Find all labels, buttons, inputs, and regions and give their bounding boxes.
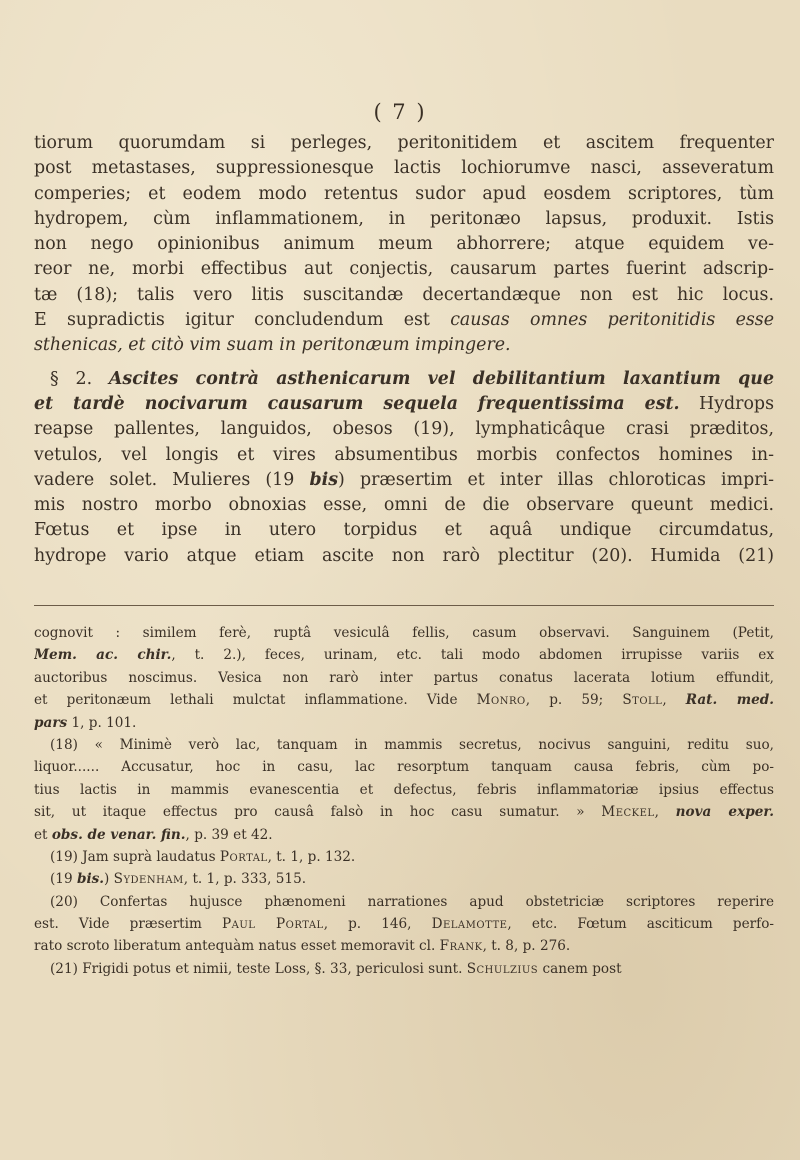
text-run: (21) Frigidi potus et nimii, teste Loss, §. 33, periculosi sunt.	[50, 960, 467, 977]
author-name: Meckel	[601, 804, 655, 821]
text-line: tæ (18); talis vero litis suscitandæ decertandæque non est hic locus.	[34, 284, 774, 305]
main-text	[34, 131, 774, 569]
citation: obs. de venar. fin.	[51, 826, 186, 843]
text-line: hydrope vario atque etiam ascite non rarò plectitur (20). Humida (21)	[34, 545, 774, 566]
text-line: comperies; et eodem modo retentus sudor apud eosdem scriptores, tùm	[34, 183, 774, 204]
text-run: Hydrops	[679, 393, 774, 414]
text-run: canem post	[538, 960, 622, 977]
text-run: , t. 1, p. 132.	[267, 848, 356, 865]
footnotes	[34, 622, 774, 980]
text-run: (19) Jam suprà laudatus	[50, 848, 220, 865]
text-line: mis nostro morbo obnoxias esse, omni de die observare queunt medici.	[34, 495, 774, 516]
text-run: , t. 2.), feces, urinam, etc. tali modo abdomen irrupisse variis ex	[171, 647, 774, 664]
footnote-line	[34, 801, 774, 823]
text-run: vadere solet. Mulieres (19	[34, 469, 310, 490]
text-run: , etc. Fœtum asciticum perfo-	[507, 916, 774, 933]
footnote-line: tius lactis in mammis evanescentia et defectus, febris inflammatoriæ ipsius effectus	[34, 781, 774, 798]
text-line: reor ne, morbi effectibus aut conjectis, causarum partes fuerint adscrip-	[34, 259, 774, 280]
text-run: ) præsertim et inter illas chloroticas impri-	[338, 469, 774, 490]
text-line: non nego opinionibus animum meum abhorrere; atque equidem ve-	[34, 234, 774, 255]
footnote-line	[34, 913, 774, 935]
citation: Mem. ac. chir.	[34, 647, 172, 664]
text-line: hydropem, cùm inflammationem, in peritonæo lapsus, produxit. Istis	[34, 208, 774, 229]
author-name: Portal	[219, 848, 268, 865]
text-line: post metastases, suppressionesque lactis lochiorumve nasci, asseveratum	[34, 158, 774, 179]
text-run: est. Vide præsertim	[34, 916, 222, 933]
footnote-line: (18) « Minimè verò lac, tanquam in mammis secretus, nocivus sanguini, reditu suo,	[50, 736, 774, 753]
text-run: , p. 39 et 42.	[185, 826, 273, 843]
section-mark: § 2.	[50, 368, 109, 389]
text-run: )	[104, 871, 114, 888]
text-run: rato scroto liberatum antequàm natus esset memoravit cl.	[34, 938, 440, 955]
author-name: Delamotte	[431, 916, 508, 933]
text-line	[34, 468, 774, 493]
text-run: E supradictis igitur concludendum est	[34, 310, 451, 331]
footnote-line	[34, 644, 774, 666]
text-run: ,	[654, 804, 676, 821]
text-run: , p. 146,	[323, 916, 432, 933]
text-line: reapse pallentes, languidos, obesos (19), lymphaticâque crasi præditos,	[34, 419, 774, 440]
footnote-divider	[34, 605, 774, 606]
text-run: , t. 8, p. 276.	[482, 938, 571, 955]
footnote-line	[34, 868, 774, 890]
text-run: , p. 59;	[525, 692, 623, 709]
emphasis: bis	[309, 469, 339, 490]
citation: nova exper.	[675, 804, 774, 821]
text-line: sthenicas, et citò vim suam in peritonæum impingere.	[34, 335, 511, 356]
emphasis: causas omnes peritonitidis esse	[450, 310, 774, 331]
text-run: (19	[50, 871, 77, 888]
author-name: Monro	[476, 692, 526, 709]
citation: pars	[34, 714, 68, 731]
author-name: Paul Portal	[221, 916, 324, 933]
footnote-line	[34, 824, 774, 846]
text-run: et peritonæum lethali mulctat inflammatione. Vide	[34, 692, 477, 709]
citation: Rat. med.	[685, 692, 774, 709]
text-line: vetulos, vel longis et vires absumentibus morbis confectos homines in-	[34, 444, 774, 465]
footnote-line	[34, 712, 774, 734]
text-line: Fœtus et ipse in utero torpidus et aquâ undique circumdatus,	[34, 520, 774, 541]
footnote-line	[34, 689, 774, 711]
text-run: , t. 1, p. 333, 515.	[183, 871, 307, 888]
footnote-line: liquor...... Accusatur, hoc in casu, lac resorptum tanquam causa febris, cùm po-	[34, 759, 774, 776]
author-name: Frank	[439, 938, 483, 955]
footnote-line: auctoribus noscimus. Vesica non rarò inter partus conatus lacerata lotium effundit,	[34, 669, 774, 686]
section-heading	[34, 367, 774, 392]
text-run: sit, ut itaque effectus pro causâ falsò in hoc casu sumatur. »	[34, 804, 602, 821]
section-title: Ascites contrà asthenicarum vel debilitantium laxantium que	[108, 368, 774, 389]
author-name: Schulzius	[466, 960, 539, 977]
text-run: ,	[662, 692, 686, 709]
footnote-line: (20) Confertas hujusce phænomeni narrationes apud obstetriciæ scriptores reperire	[50, 893, 774, 910]
emphasis: bis.	[76, 871, 104, 888]
footnote-line	[34, 846, 774, 868]
author-name: Stoll	[622, 692, 663, 709]
text-run: et	[34, 826, 52, 843]
footnote-line	[34, 958, 774, 980]
text-line: tiorum quorumdam si perleges, peritonitidem et ascitem frequenter	[34, 133, 774, 153]
footnote-line	[34, 935, 774, 957]
text-run: 1, p. 101.	[67, 714, 137, 731]
text-line	[34, 308, 774, 333]
author-name: Sydenham	[113, 871, 184, 888]
section-title: et tardè nocivarum causarum sequela frequentissima est.	[34, 393, 680, 414]
page-number: ( 7 )	[373, 100, 427, 124]
footnote-line: cognovit : similem ferè, ruptâ vesiculâ fellis, casum observavi. Sanguinem (Petit,	[34, 625, 774, 641]
text-line	[34, 392, 774, 417]
